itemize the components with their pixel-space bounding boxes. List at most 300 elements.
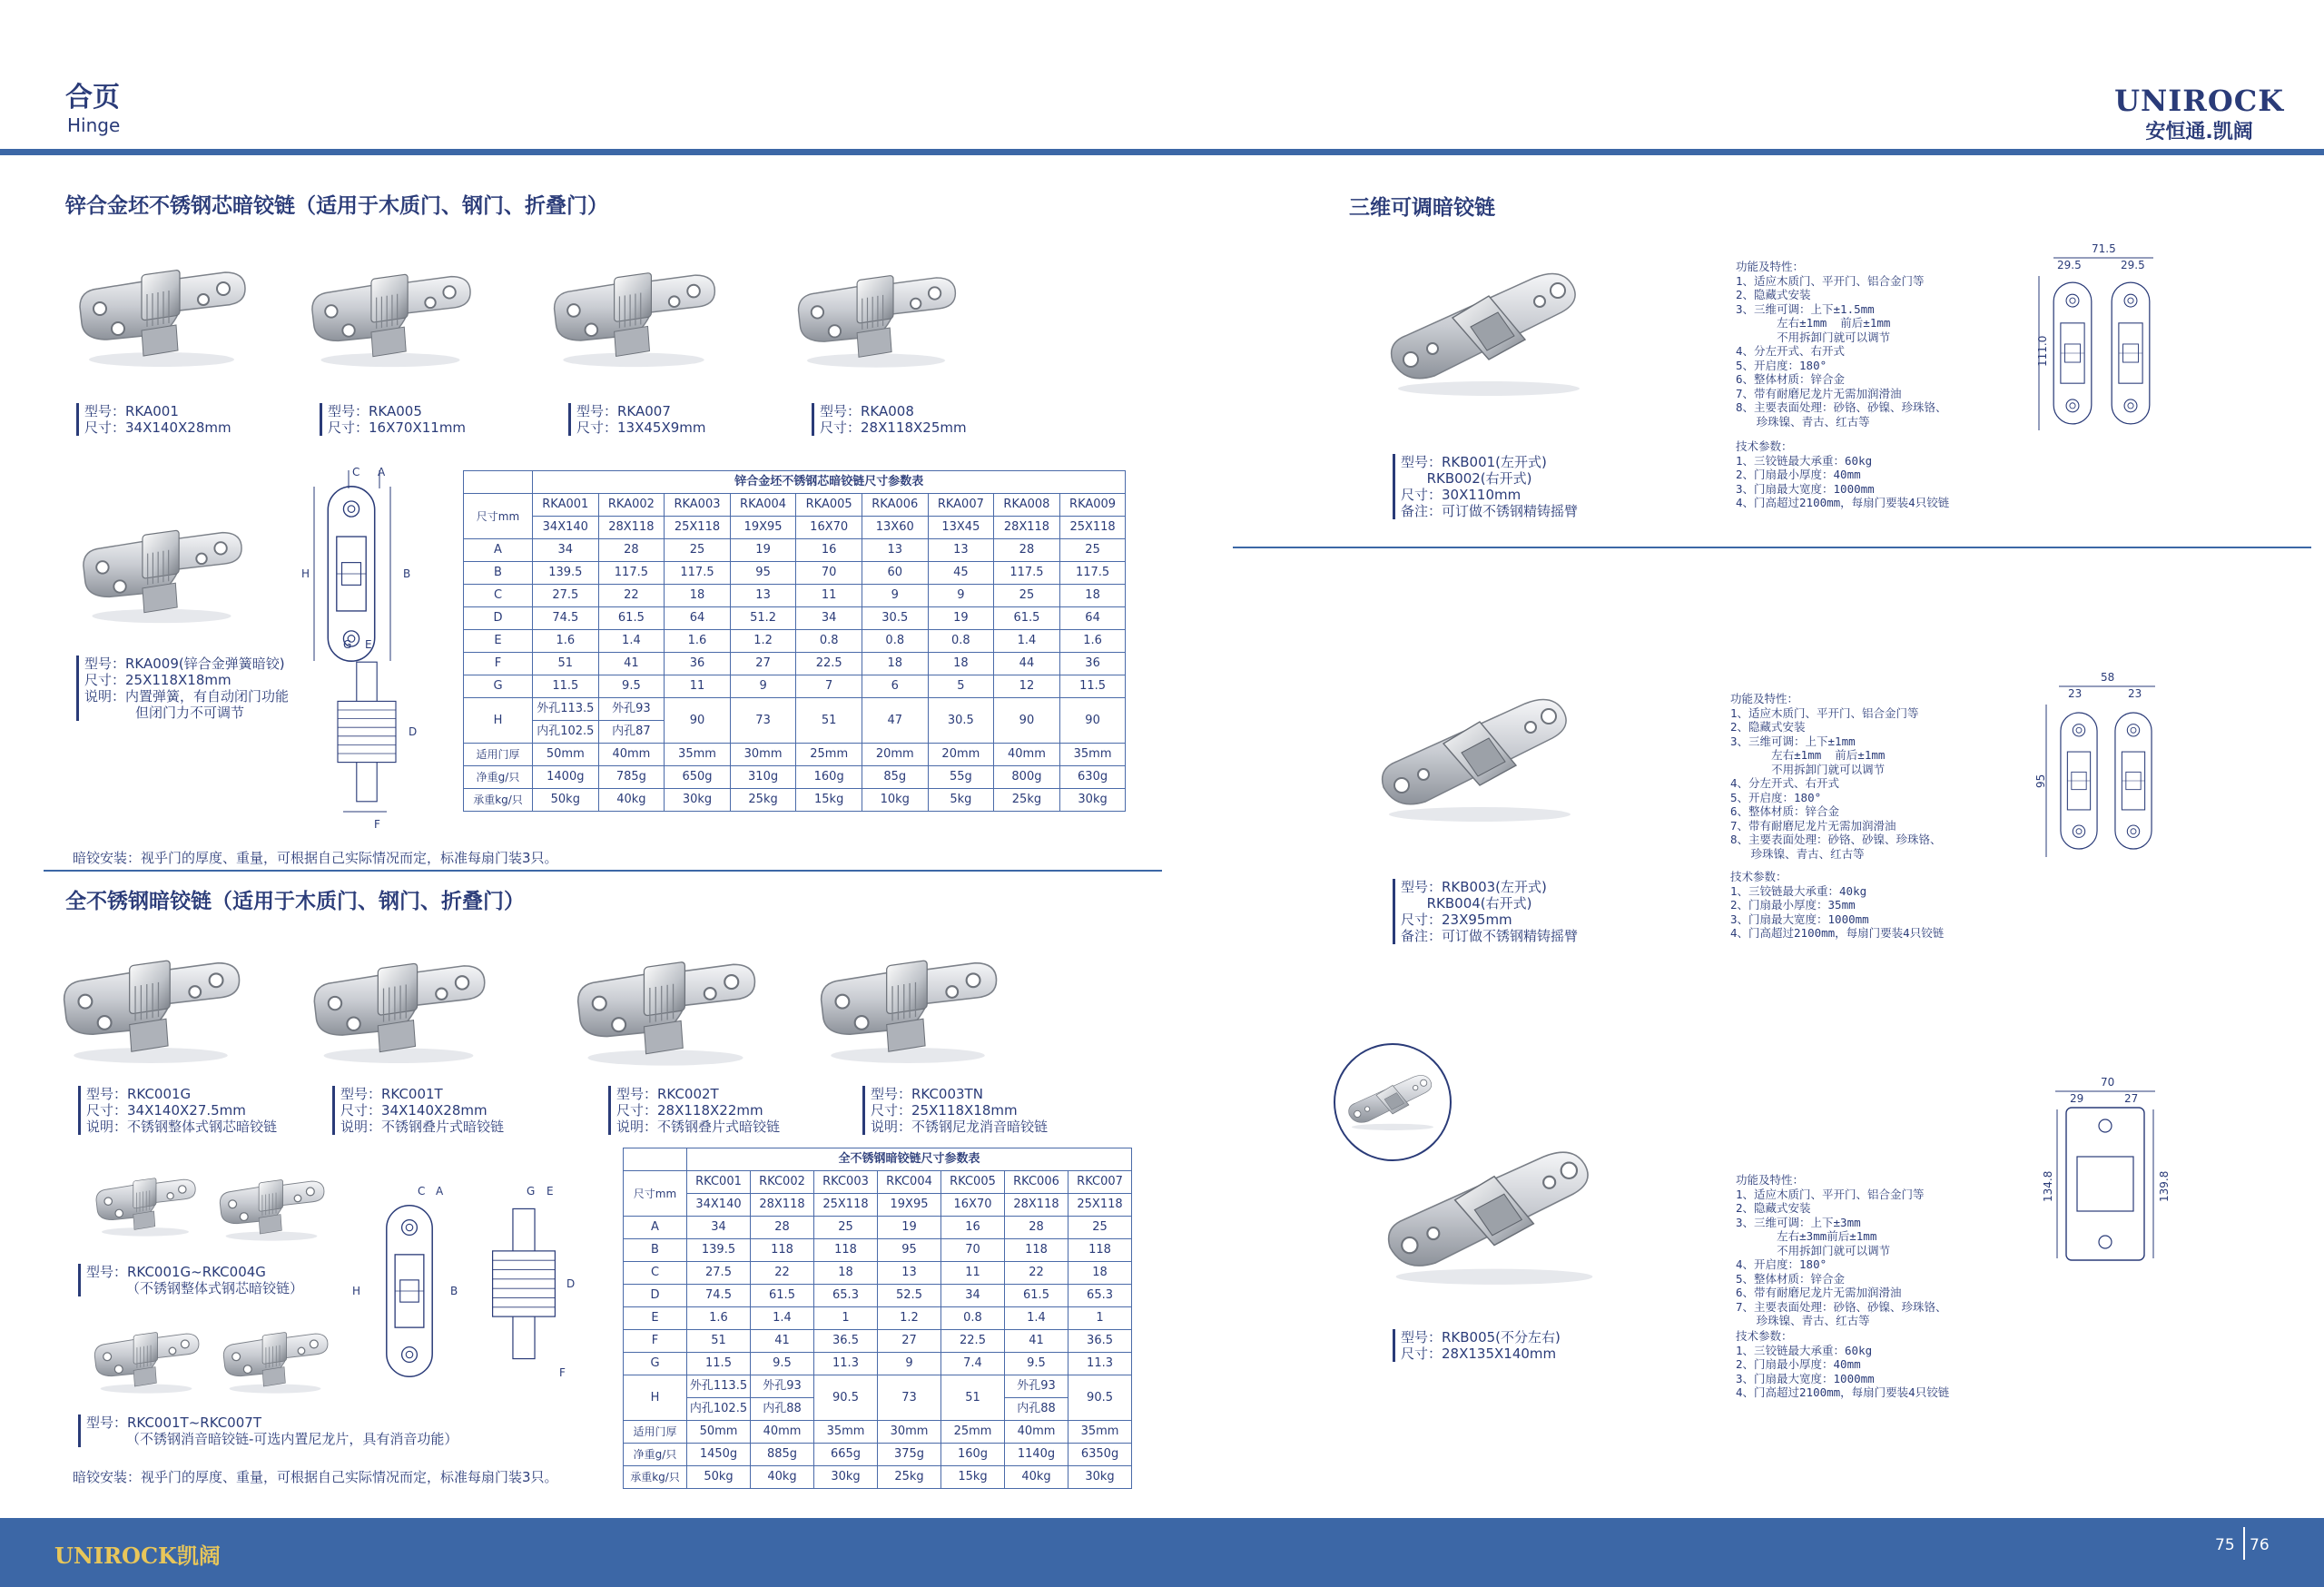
caption-line: 型号：RKC003TN xyxy=(871,1086,983,1102)
size-header: 25X118 xyxy=(665,517,731,539)
table-cell: 外孔113.5 xyxy=(687,1375,751,1398)
model-header: RKA003 xyxy=(665,494,731,517)
model-header: RKA001 xyxy=(533,494,599,517)
table-cell: 41 xyxy=(1005,1330,1068,1353)
caption-line: 说明：不锈钢整体式钢芯暗铰链 xyxy=(86,1119,278,1135)
caption-rkc001g xyxy=(78,1086,277,1135)
table-cell: 22 xyxy=(598,585,665,607)
row-label: F xyxy=(624,1330,687,1353)
brand-logo-cn: 安恒通.凯阔 xyxy=(2145,121,2253,143)
table-cell: 1.6 xyxy=(1059,630,1126,653)
table-cell: 内孔102.5 xyxy=(687,1398,751,1421)
table-cell: 16 xyxy=(941,1217,1005,1239)
caption-line: 型号：RKC001T~RKC007T xyxy=(86,1414,261,1431)
size-header: 25X118 xyxy=(814,1194,878,1217)
table-cell: 18 xyxy=(1068,1262,1132,1285)
table-cell: 800g xyxy=(994,766,1060,789)
model-header: RKA004 xyxy=(730,494,796,517)
model-header: RKA009 xyxy=(1059,494,1126,517)
footer-bar xyxy=(0,1518,2324,1587)
table-cell: 28 xyxy=(751,1217,814,1239)
size-header: 16X70 xyxy=(796,517,862,539)
row-label: E xyxy=(464,630,533,653)
table-cell: 1.4 xyxy=(1005,1307,1068,1330)
caption-rkc-t-group xyxy=(78,1414,458,1447)
table-cell: 40mm xyxy=(1005,1421,1068,1444)
table-row xyxy=(624,1330,1132,1353)
table-cell: 665g xyxy=(814,1444,878,1466)
table-cell: 55g xyxy=(928,766,994,789)
table-cell: 外孔93 xyxy=(1005,1375,1068,1398)
table-cell: 36 xyxy=(665,653,731,675)
table-cell: 19 xyxy=(730,539,796,562)
size-header: 28X118 xyxy=(1005,1194,1068,1217)
table-cell: 1.2 xyxy=(878,1307,941,1330)
caption-rkc001t xyxy=(332,1086,504,1135)
model-header: RKA002 xyxy=(598,494,665,517)
table-cell: 1 xyxy=(1068,1307,1132,1330)
size-header: 13X60 xyxy=(862,517,928,539)
product-image-rka008 xyxy=(790,247,962,374)
caption-line: 型号：RKA001 xyxy=(84,403,179,419)
table-cell: 51 xyxy=(796,698,862,744)
size-header: 25X118 xyxy=(1068,1194,1132,1217)
caption-rkb001 xyxy=(1393,454,1578,519)
table-cell: 27.5 xyxy=(687,1262,751,1285)
dim-height-2: 139.8 xyxy=(2158,1170,2171,1202)
row-label: 净重g/只 xyxy=(464,766,533,789)
row-label: H xyxy=(464,698,533,744)
dim-label-b: B xyxy=(403,567,411,580)
table-row xyxy=(464,539,1126,562)
model-header: RKC006 xyxy=(1005,1171,1068,1194)
caption-line: RKB004(右开式) xyxy=(1401,895,1532,912)
caption-line: 型号：RKC001G~RKC004G xyxy=(86,1264,266,1280)
table-row xyxy=(624,1217,1132,1239)
caption-line: 型号：RKA007 xyxy=(576,403,671,419)
table-row xyxy=(464,675,1126,698)
table-cell: 47 xyxy=(862,698,928,744)
table-cell: 25 xyxy=(1068,1217,1132,1239)
table-cell: 1.4 xyxy=(598,630,665,653)
svg-text:E: E xyxy=(547,1185,554,1198)
caption-line: 尺寸：23X95mm xyxy=(1401,912,1512,928)
table-row xyxy=(624,1262,1132,1285)
table-cell: 52.5 xyxy=(878,1285,941,1307)
table-row-h xyxy=(624,1375,1132,1398)
table-cell: 30kg xyxy=(1059,789,1126,812)
section1-title: 锌合金坯不锈钢芯暗铰链（适用于木质门、钢门、折叠门） xyxy=(65,194,608,218)
table-cell: 9.5 xyxy=(598,675,665,698)
table-cell: 40mm xyxy=(751,1421,814,1444)
table-cell: 13 xyxy=(928,539,994,562)
table-cell: 40kg xyxy=(1005,1466,1068,1489)
size-header: 34X140 xyxy=(687,1194,751,1217)
product-image-rkc003tn xyxy=(812,932,1004,1068)
table-cell: 25kg xyxy=(994,789,1060,812)
table-row xyxy=(624,1353,1132,1375)
table-cell: 12 xyxy=(994,675,1060,698)
table-cell: 25 xyxy=(665,539,731,562)
row-label: G xyxy=(464,675,533,698)
technical-drawing-rkc xyxy=(349,1186,585,1385)
table-row xyxy=(464,630,1126,653)
table-cell: 9.5 xyxy=(1005,1353,1068,1375)
dim-label-h: H xyxy=(301,567,310,580)
install-note-2: 暗铰安装：视乎门的厚度、重量，可根据自己实际情况而定，标准每扇门装3只。 xyxy=(73,1469,558,1485)
caption-rka009 xyxy=(76,656,289,721)
caption-line: 型号：RKA008 xyxy=(820,403,914,419)
row-label: F xyxy=(464,653,533,675)
table-cell: 90.5 xyxy=(814,1375,878,1421)
unit-label: 尺寸mm xyxy=(624,1171,687,1217)
product-image-rkc002t xyxy=(568,933,763,1070)
table-cell: 11.3 xyxy=(814,1353,878,1375)
table-cell: 11.3 xyxy=(1068,1353,1132,1375)
table-cell: 118 xyxy=(1068,1239,1132,1262)
table-cell: 885g xyxy=(751,1444,814,1466)
tech-specs-rkb005: 技术参数： 1、三铰链最大承重：60kg 2、门扇最小厚度：40mm 3、门扇最大宽度：1000mm 4、门高超过2100mm，每扇门要装4只铰链 xyxy=(1736,1329,1950,1399)
table-cell: 9 xyxy=(928,585,994,607)
row-label: 净重g/只 xyxy=(624,1444,687,1466)
model-header: RKC003 xyxy=(814,1171,878,1194)
table-cell: 5kg xyxy=(928,789,994,812)
table-row xyxy=(464,653,1126,675)
table-cell: 70 xyxy=(941,1239,1005,1262)
product-image-rkc-g-1 xyxy=(91,1158,200,1242)
brand-logo xyxy=(2114,84,2284,144)
dim-right: 23 xyxy=(2128,687,2142,700)
dim-width: 58 xyxy=(2101,671,2115,684)
dim-left: 23 xyxy=(2068,687,2083,700)
caption-line: 尺寸：34X140X27.5mm xyxy=(86,1102,246,1119)
table-row xyxy=(624,1444,1132,1466)
table-cell: 160g xyxy=(796,766,862,789)
section-divider xyxy=(44,870,1162,872)
dim-width: 71.5 xyxy=(2092,242,2116,255)
caption-line: 型号：RKB003(左开式) xyxy=(1401,879,1547,895)
table-cell: 35mm xyxy=(665,744,731,766)
caption-line: 型号：RKC001T xyxy=(340,1086,443,1102)
model-header: RKC005 xyxy=(941,1171,1005,1194)
table-cell: 50mm xyxy=(687,1421,751,1444)
technical-drawing-rkb003 xyxy=(2034,668,2164,868)
features-rkb005: 功能及特性： 1、适应木质门、平开门、铝合金门等 2、隐藏式安装 3、三维可调：上下±3mm 左右±3mm前后±1mm 不用拆卸门就可以调节 4、开启度：180° 5、整体材质：锌合金 6、带有耐磨尼龙片无需加润滑油 7、主要表面处理：砂铬、砂镍、珍珠铬、 珍珠镍、青古、红古等 xyxy=(1736,1173,1947,1327)
caption-line: 尺寸：28X118X25mm xyxy=(820,419,967,436)
model-header: RKC002 xyxy=(751,1171,814,1194)
size-header: 13X45 xyxy=(928,517,994,539)
table-cell: 90 xyxy=(994,698,1060,744)
dim-label-f: F xyxy=(374,818,380,831)
caption-line: （不锈钢消音暗铰链-可选内置尼龙片，具有消音功能） xyxy=(126,1431,458,1447)
table-cell: 61.5 xyxy=(1005,1285,1068,1307)
table-cell: 11 xyxy=(796,585,862,607)
technical-drawing-rkb005 xyxy=(2037,1075,2173,1267)
table-corner xyxy=(464,471,533,494)
product-image-rkc001g xyxy=(54,932,247,1068)
table-cell: 73 xyxy=(878,1375,941,1421)
product-image-rka005 xyxy=(301,249,479,370)
table-cell: 15kg xyxy=(941,1466,1005,1489)
table-cell: 1.6 xyxy=(665,630,731,653)
table-cell: 18 xyxy=(928,653,994,675)
table-cell: 35mm xyxy=(1059,744,1126,766)
table-cell: 45 xyxy=(928,562,994,585)
size-header: 28X118 xyxy=(751,1194,814,1217)
size-header: 25X118 xyxy=(1059,517,1126,539)
svg-text:A: A xyxy=(436,1185,444,1198)
section-divider xyxy=(1233,547,2311,548)
install-note-1: 暗铰安装：视乎门的厚度、重量，可根据自己实际情况而定，标准每扇门装3只。 xyxy=(73,850,558,866)
caption-line: 型号：RKB001(左开式) xyxy=(1401,454,1547,470)
dim-label-g: G xyxy=(343,638,352,651)
table-cell: 1.6 xyxy=(533,630,599,653)
table-cell: 74.5 xyxy=(533,607,599,630)
table-cell: 40mm xyxy=(994,744,1060,766)
row-label: D xyxy=(464,607,533,630)
section3-title: 三维可调暗铰链 xyxy=(1349,196,1495,220)
table-cell: 1 xyxy=(814,1307,878,1330)
model-header: RKA007 xyxy=(928,494,994,517)
dim-height: 134.8 xyxy=(2042,1170,2054,1202)
features-rkb001: 功能及特性： 1、适应木质门、平开门、铝合金门等 2、隐藏式安装 3、三维可调：上下±1.5mm 左右±1mm 前后±1mm 不用拆卸门就可以调节 4、分左开式、右开式 5、开启度：180° 6、整体材质：锌合金 7、带有耐磨尼龙片无需加润滑油 8、主要表面处理：砂铬、砂镍、珍珠铬、 珍珠镍、青古、红古等 xyxy=(1736,260,1947,429)
table-cell: 11 xyxy=(665,675,731,698)
row-label: D xyxy=(624,1285,687,1307)
table-cell: 73 xyxy=(730,698,796,744)
row-label: 承重kg/只 xyxy=(624,1466,687,1489)
table-cell: 外孔93 xyxy=(598,698,665,721)
table-cell: 35mm xyxy=(814,1421,878,1444)
table-cell: 1.4 xyxy=(994,630,1060,653)
table-cell: 40mm xyxy=(598,744,665,766)
row-label: 适用门厚 xyxy=(464,744,533,766)
table-cell: 117.5 xyxy=(1059,562,1126,585)
caption-line: 说明：不锈钢尼龙消音暗铰链 xyxy=(871,1119,1049,1135)
model-header: RKA006 xyxy=(862,494,928,517)
table-row xyxy=(624,1285,1132,1307)
table-cell: 44 xyxy=(994,653,1060,675)
technical-drawing-rkb001 xyxy=(2030,240,2166,439)
section2-title: 全不锈钢暗铰链（适用于木质门、钢门、折叠门） xyxy=(65,890,525,913)
caption-line: 型号：RKC002T xyxy=(616,1086,719,1102)
table-cell: 61.5 xyxy=(994,607,1060,630)
caption-rkc003tn xyxy=(862,1086,1048,1135)
size-header: 28X118 xyxy=(598,517,665,539)
table-cell: 1400g xyxy=(533,766,599,789)
table-cell: 10kg xyxy=(862,789,928,812)
caption-line: 备注：可订做不锈钢精铸摇臂 xyxy=(1401,928,1579,944)
table-cell: 34 xyxy=(687,1217,751,1239)
table-row xyxy=(464,766,1126,789)
svg-text:G: G xyxy=(527,1185,536,1198)
caption-line: 尺寸：16X70X11mm xyxy=(328,419,467,436)
table-cell: 630g xyxy=(1059,766,1126,789)
model-header: RKA008 xyxy=(994,494,1060,517)
table-cell: 30mm xyxy=(730,744,796,766)
caption-line: 尺寸：13X45X9mm xyxy=(576,419,706,436)
table-cell: 34 xyxy=(796,607,862,630)
table-cell: 0.8 xyxy=(928,630,994,653)
table-cell: 28 xyxy=(1005,1217,1068,1239)
table-cell: 139.5 xyxy=(687,1239,751,1262)
table-cell: 19 xyxy=(928,607,994,630)
table-cell: 118 xyxy=(814,1239,878,1262)
table-cell: 95 xyxy=(730,562,796,585)
unit-label: 尺寸mm xyxy=(464,494,533,539)
dim-label-e: E xyxy=(365,638,372,651)
table-cell: 25kg xyxy=(730,789,796,812)
row-label: G xyxy=(624,1353,687,1375)
table-cell: 22 xyxy=(751,1262,814,1285)
table-cell: 7 xyxy=(796,675,862,698)
table-row xyxy=(624,1307,1132,1330)
spec-table-rka xyxy=(463,470,1126,812)
table-cell: 7.4 xyxy=(941,1353,1005,1375)
table-cell: 74.5 xyxy=(687,1285,751,1307)
page-number-left: 75 xyxy=(2215,1536,2235,1554)
table-cell: 11 xyxy=(941,1262,1005,1285)
table-cell: 90.5 xyxy=(1068,1375,1132,1421)
table-cell: 18 xyxy=(1059,585,1126,607)
caption-rka007 xyxy=(568,403,706,436)
caption-line: 型号：RKC001G xyxy=(86,1086,192,1102)
table-cell: 70 xyxy=(796,562,862,585)
table-cell: 117.5 xyxy=(598,562,665,585)
table-cell: 51.2 xyxy=(730,607,796,630)
table-cell: 19 xyxy=(878,1217,941,1239)
row-label: A xyxy=(624,1217,687,1239)
table-cell: 25mm xyxy=(941,1421,1005,1444)
dim-label-c: C xyxy=(352,466,360,478)
brand-logo-en: UNIROCK xyxy=(2114,84,2284,118)
caption-line: 尺寸：25X118X18mm xyxy=(871,1102,1018,1119)
table-cell: 60 xyxy=(862,562,928,585)
table-cell: 41 xyxy=(598,653,665,675)
model-header: RKA005 xyxy=(796,494,862,517)
table-cell: 内孔102.5 xyxy=(533,721,599,744)
caption-line: （不锈钢整体式钢芯暗铰链） xyxy=(126,1280,304,1296)
table-caption: 全不锈钢暗铰链尺寸参数表 xyxy=(687,1148,1132,1171)
table-cell: 65.3 xyxy=(1068,1285,1132,1307)
caption-line: 尺寸：28X135X140mm xyxy=(1401,1346,1557,1362)
row-label: A xyxy=(464,539,533,562)
table-cell: 外孔93 xyxy=(751,1375,814,1398)
table-cell: 27 xyxy=(730,653,796,675)
header-bar xyxy=(0,149,2324,155)
table-row xyxy=(624,1239,1132,1262)
svg-text:D: D xyxy=(566,1277,576,1290)
dim-right: 29.5 xyxy=(2121,259,2145,271)
caption-line: 说明：内置弹簧，有自动闭门功能 xyxy=(84,688,290,705)
table-cell: 310g xyxy=(730,766,796,789)
table-row xyxy=(624,1421,1132,1444)
product-image-rkb001 xyxy=(1380,245,1598,418)
dim-height: 111.0 xyxy=(2036,335,2049,367)
table-cell: 90 xyxy=(665,698,731,744)
table-cell: 18 xyxy=(862,653,928,675)
table-cell: 40kg xyxy=(751,1466,814,1489)
model-header: RKC007 xyxy=(1068,1171,1132,1194)
model-header: RKC004 xyxy=(878,1171,941,1194)
page-separator xyxy=(2243,1527,2245,1560)
table-cell: 13 xyxy=(878,1262,941,1285)
caption-line: 但闭门力不可调节 xyxy=(135,705,245,721)
table-cell: 15kg xyxy=(796,789,862,812)
table-cell: 6 xyxy=(862,675,928,698)
table-cell: 34 xyxy=(533,539,599,562)
table-cell: 375g xyxy=(878,1444,941,1466)
table-cell: 28 xyxy=(598,539,665,562)
dim-left: 29.5 xyxy=(2057,259,2082,271)
table-cell: 117.5 xyxy=(994,562,1060,585)
caption-line: 型号：RKA009(锌合金弹簧暗铰) xyxy=(84,656,285,672)
table-cell: 内孔88 xyxy=(751,1398,814,1421)
spec-table-rkc xyxy=(623,1148,1132,1489)
table-cell: 22 xyxy=(1005,1262,1068,1285)
table-cell: 36.5 xyxy=(1068,1330,1132,1353)
table-cell: 30kg xyxy=(665,789,731,812)
svg-text:B: B xyxy=(450,1285,458,1297)
table-cell: 51 xyxy=(533,653,599,675)
table-row xyxy=(464,607,1126,630)
caption-line: 尺寸：25X118X18mm xyxy=(84,672,231,688)
table-cell: 30kg xyxy=(1068,1466,1132,1489)
table-cell: 65.3 xyxy=(814,1285,878,1307)
table-cell: 51 xyxy=(941,1375,1005,1421)
table-cell: 0.8 xyxy=(862,630,928,653)
table-cell: 1.2 xyxy=(730,630,796,653)
row-label: B xyxy=(624,1239,687,1262)
caption-line: 型号：RKA005 xyxy=(328,403,422,419)
table-caption: 锌合金坯不锈钢芯暗铰链尺寸参数表 xyxy=(533,471,1126,494)
product-image-rkb005 xyxy=(1376,1133,1612,1296)
caption-line: 尺寸：28X118X22mm xyxy=(616,1102,763,1119)
caption-rkc002t xyxy=(608,1086,780,1135)
svg-text:F: F xyxy=(559,1366,566,1379)
table-cell: 20mm xyxy=(928,744,994,766)
table-cell: 22.5 xyxy=(941,1330,1005,1353)
row-label: 适用门厚 xyxy=(624,1421,687,1444)
caption-line: 尺寸：30X110mm xyxy=(1401,487,1521,503)
caption-line: RKB002(右开式) xyxy=(1401,470,1532,487)
table-cell: 20mm xyxy=(862,744,928,766)
table-cell: 41 xyxy=(751,1330,814,1353)
table-cell: 30kg xyxy=(814,1466,878,1489)
page-number-right: 76 xyxy=(2250,1536,2270,1554)
caption-line: 说明：不锈钢叠片式暗铰链 xyxy=(616,1119,781,1135)
table-cell: 35mm xyxy=(1068,1421,1132,1444)
table-cell: 61.5 xyxy=(751,1285,814,1307)
table-cell: 36 xyxy=(1059,653,1126,675)
table-cell: 27.5 xyxy=(533,585,599,607)
product-image-rkc-t-2 xyxy=(218,1313,332,1398)
product-image-rkc-t-1 xyxy=(89,1313,203,1398)
table-row-h xyxy=(464,698,1126,721)
table-cell: 22.5 xyxy=(796,653,862,675)
dim-right: 27 xyxy=(2124,1092,2139,1105)
table-cell: 650g xyxy=(665,766,731,789)
table-cell: 11.5 xyxy=(1059,675,1126,698)
table-cell: 25 xyxy=(994,585,1060,607)
table-cell: 13 xyxy=(862,539,928,562)
dim-label-a: A xyxy=(378,466,386,478)
table-cell: 118 xyxy=(1005,1239,1068,1262)
row-label: H xyxy=(624,1375,687,1421)
product-image-rka001 xyxy=(71,243,252,370)
model-header: RKC001 xyxy=(687,1171,751,1194)
table-cell: 1.4 xyxy=(751,1307,814,1330)
table-cell: 25mm xyxy=(796,744,862,766)
